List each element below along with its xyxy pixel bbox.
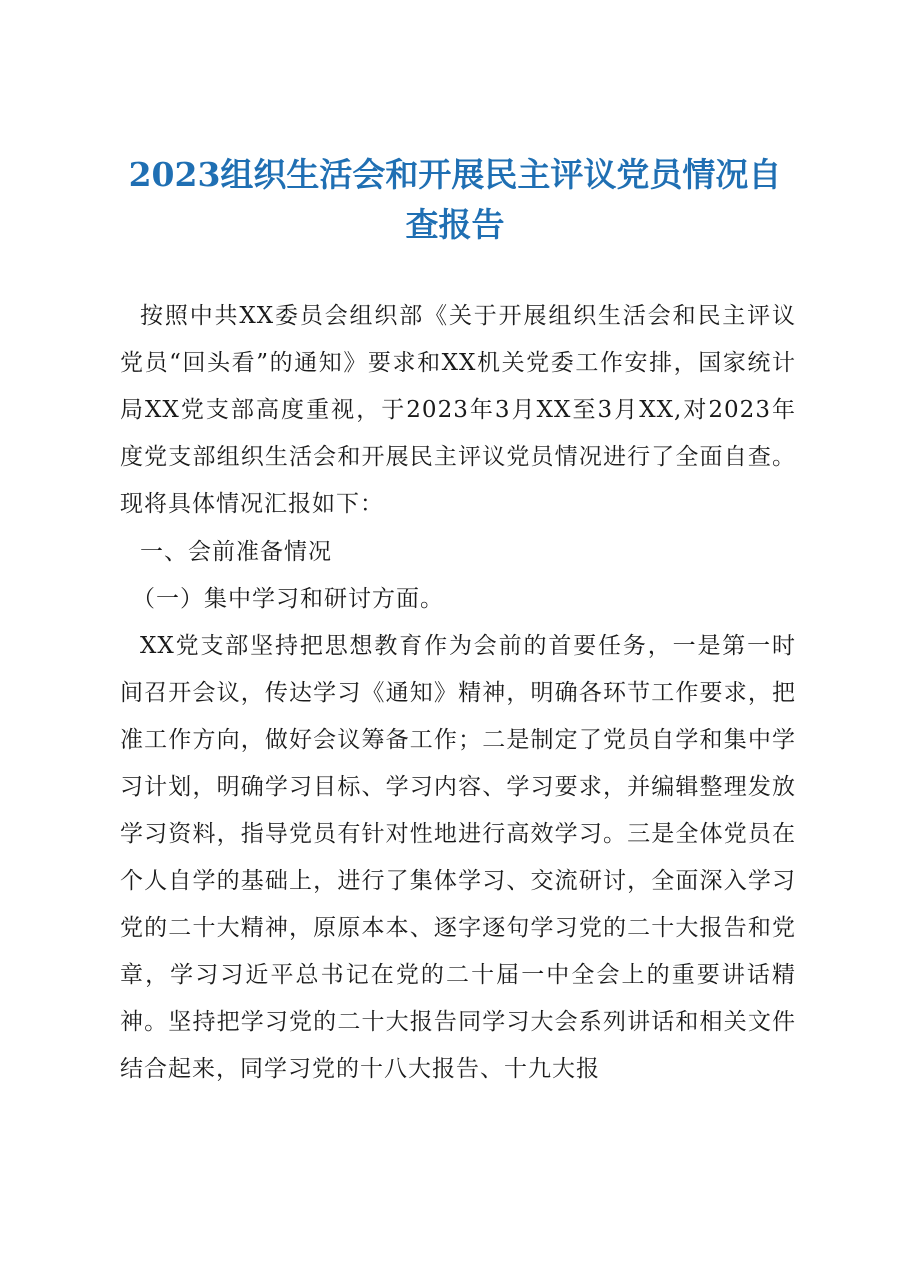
document-title: 2023组织生活会和开展民主评议党员情况自查报告 [128,155,782,244]
section-heading-1: 一、会前准备情况 [140,539,332,565]
subsection-heading-1: （一）集中学习和研讨方面。 [132,586,444,612]
body-paragraph: XX党支部坚持把思想教育作为会前的首要任务，一是第一时间召开会议，传达学习《通知》精神，明确各环节工作要求，把准工作方向，做好会议筹备工作；二是制定了党员自学和集中学习计划，明确学习目标、学习内容、学习要求，并编辑整理发放学习资料，指导党员有针对性地进行高效学习。三是全体党员在个人自学的基础上，进行了集体学习、交流研讨，全面深入学习党的二十大精神，原原本本、逐字逐句学习党的二十大报告和党章，学习习近平总书记在党的二十届一中全会上的重要讲话精神。坚持把学习党的二十大报告同学习大会系列讲话和相关文件结合起来，同学习党的十八大报告、十九大报 [120,633,796,1082]
intro-paragraph: 按照中共XX委员会组织部《关于开展组织生活会和民主评议党员“回头看”的通知》要求和XX机关党委工作安排，国家统计局XX党支部高度重视，于2023年3月XX至3月XX,对2023年度党支部组织生活会和开展民主评议党员情况进行了全面自查。现将具体情况汇报如下： [120,303,796,517]
